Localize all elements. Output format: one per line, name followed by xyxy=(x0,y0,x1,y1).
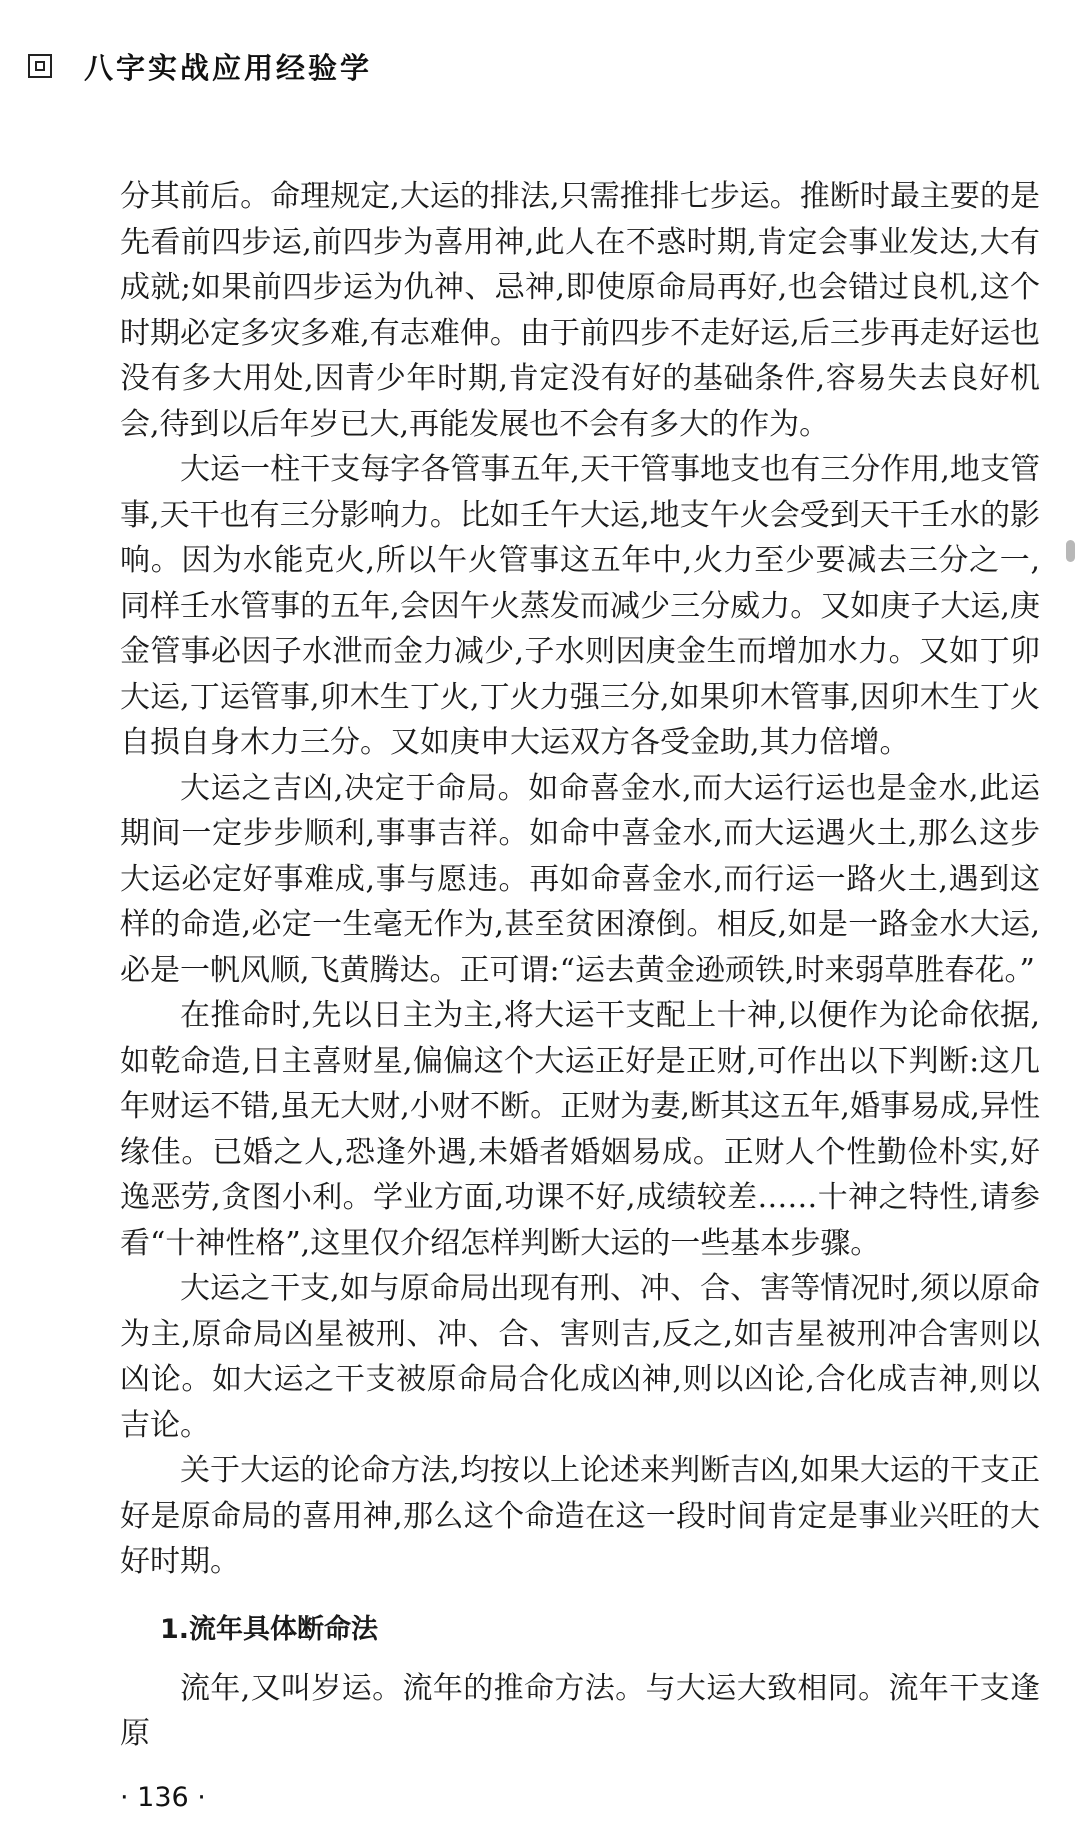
paragraph: 流年,又叫岁运。流年的推命方法。与大运大致相同。流年干支逢原 xyxy=(120,1670,1040,1751)
square-in-square-icon xyxy=(28,54,52,78)
page-header xyxy=(28,46,372,86)
page-body xyxy=(120,174,1040,1757)
book-title: 八字实战应用经验学 xyxy=(84,50,373,85)
paragraph: 大运之吉凶,决定于命局。如命喜金水,而大运行运也是金水,此运期间一定步步顺利,事事吉祥。如命中喜金水,而大运遇火土,那么这步大运必定好事难成,事与愿违。再如命喜金水,而行运一路火土,遇到这样的命造,必定一生毫无作为,甚至贫困潦倒。相反,如是一路金水大运,必是一帆风顺,飞黄腾达。正可谓:“运去黄金逊顽铁,时来弱草胜春花。” xyxy=(120,770,1040,988)
paragraph-continued: 分其前后。命理规定,大运的排法,只需推排七步运。推断时最主要的是先看前四步运,前四步为喜用神,此人在不惑时期,肯定会事业发达,大有成就;如果前四步运为仇神、忌神,即使原命局再好,也会错过良机,这个时期必定多灾多难,有志难伸。由于前四步不走好运,后三步再走好运也没有多大用处,因青少年时期,肯定没有好的基础条件,容易失去良好机会,待到以后年岁已大,再能发展也不会有多大的作为。 xyxy=(120,179,1040,442)
paragraph: 大运一柱干支每字各管事五年,天干管事地支也有三分作用,地支管事,天干也有三分影响力。比如壬午大运,地支午火会受到天干壬水的影响。因为水能克火,所以午火管事这五年中,火力至少要减去三分之一,同样壬水管事的五年,会因午火蒸发而减少三分威力。又如庚子大运,庚金管事必因子水泄而金力减少,子水则因庚金生而增加水力。又如丁卯大运,丁运管事,卯木生丁火,丁火力强三分,如果卯木管事,因卯木生丁火自损自身木力三分。又如庚申大运双方各受金助,其力倍增。 xyxy=(120,452,1040,760)
paragraph: 大运之干支,如与原命局出现有刑、冲、合、害等情况时,须以原命为主,原命局凶星被刑、冲、合、害则吉,反之,如吉星被刑冲合害则以凶论。如大运之干支被原命局合化成凶神,则以凶论,合化成吉神,则以吉论。 xyxy=(120,1271,1040,1443)
paragraph: 在推命时,先以日主为主,将大运干支配上十神,以便作为论命依据,如乾命造,日主喜财星,偏偏这个大运正好是正财,可作出以下判断:这几年财运不错,虽无大财,小财不断。正财为妻,断其这五年,婚事易成,异性缘佳。已婚之人,恐逢外遇,未婚者婚姻易成。正财人个性勤俭朴实,好逸恶劳,贪图小利。学业方面,功课不好,成绩较差……十神之特性,请参看“十神性格”,这里仅介绍怎样判断大运的一些基本步骤。 xyxy=(120,998,1040,1261)
section-heading: 1.流年具体断命法 xyxy=(160,1613,379,1645)
scrollbar-thumb[interactable] xyxy=(1066,540,1075,562)
page-number: · 136 · xyxy=(120,1782,206,1813)
paragraph: 关于大运的论命方法,均按以上论述来判断吉凶,如果大运的干支正好是原命局的喜用神,那么这个命造在这一段时间肯定是事业兴旺的大好时期。 xyxy=(120,1453,1040,1579)
